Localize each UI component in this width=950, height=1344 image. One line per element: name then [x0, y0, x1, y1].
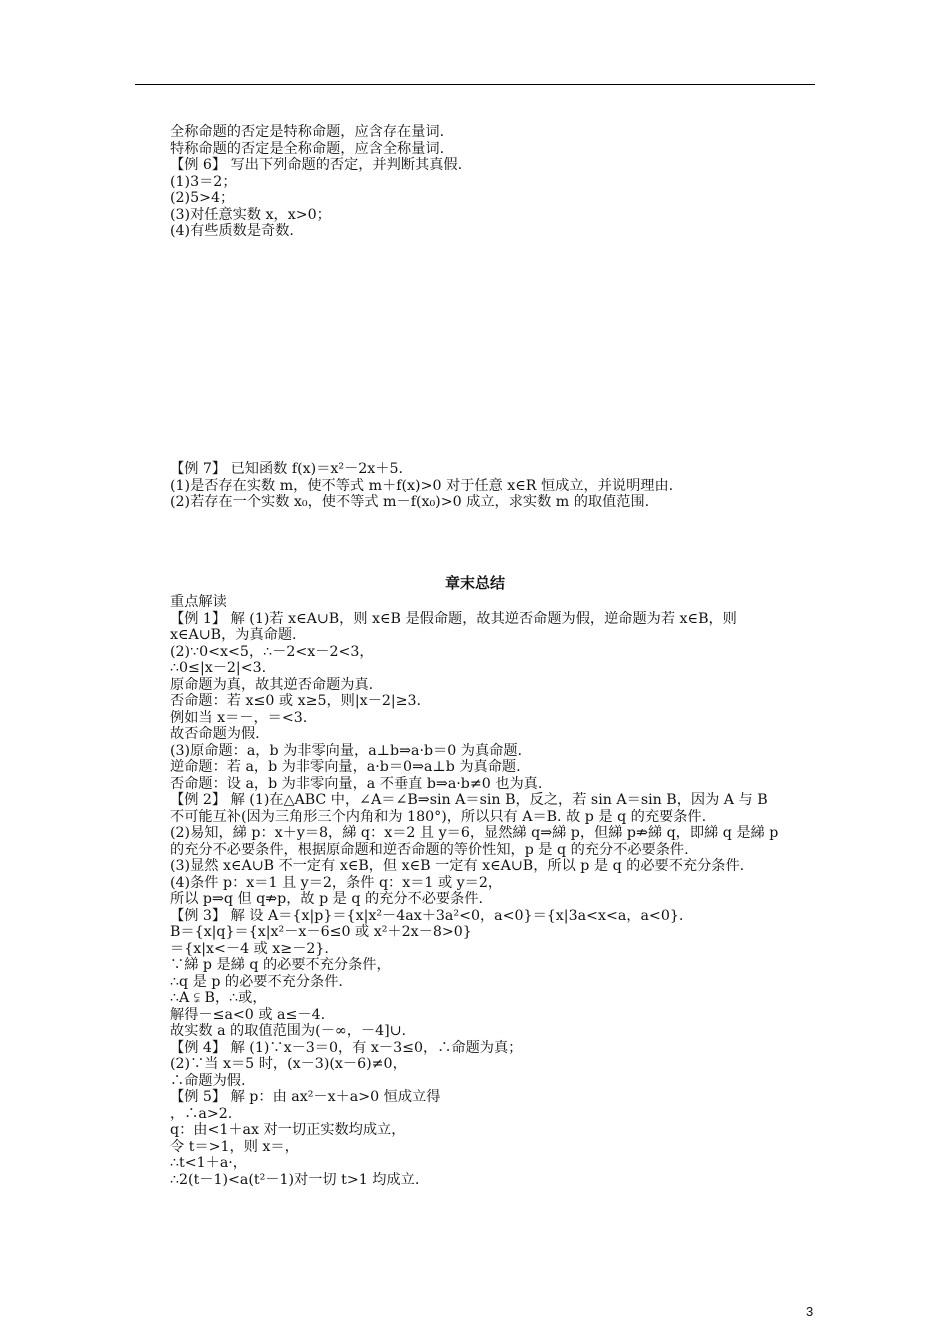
text-line: (2)∵0<x<5，∴－2<x－2<3， — [170, 643, 374, 660]
text-line: 故实数 a 的取值范围为(－∞，－4]∪. — [170, 1023, 407, 1039]
text-line: ∴0≤|x－2|<3. — [170, 660, 267, 676]
text-line: (3)对任意实数 x，x>0； — [170, 206, 331, 223]
text-line: 原命题为真，故其逆否命题为真. — [170, 676, 374, 693]
text-line: 的充分不必要条件，根据原命题和逆否命题的等价性知，p 是 q 的充分不必要条件. — [170, 841, 689, 858]
text-line: 故否命题为假. — [170, 726, 260, 742]
text-line: 解得－≤a<0 或 a≤－4. — [170, 1006, 326, 1023]
example-6-heading: 【例 6】 写出下列命题的否定，并判断其真假. — [170, 157, 463, 173]
text-line: ＝{x|x<－4 或 x≥－2}. — [170, 940, 329, 957]
text-line: (2)若存在一个实数 x₀，使不等式 m－f(x₀)>0 成立，求实数 m 的取值范围. — [170, 494, 650, 510]
text-line: 否命题：设 a，b 为非零向量，a 不垂直 b⇒a·b≠0 也为真. — [170, 775, 543, 792]
section-example-7 — [170, 461, 820, 511]
text-line: 逆命题：若 a，b 为非零向量，a·b＝0⇒a⊥b 为真命题. — [170, 759, 521, 775]
text-line: ∴命题为假. — [170, 1072, 246, 1089]
text-line: (4)条件 p：x＝1 且 y＝2，条件 q：x＝1 或 y＝2， — [170, 874, 503, 891]
section-summary — [170, 594, 820, 1188]
text-line: 例如当 x＝－，＝<3. — [170, 709, 308, 726]
text-line: ∴t<1＋a·， — [170, 1155, 247, 1171]
text-line: 【例 5】 解 p：由 ax²－x＋a>0 恒成立得 — [170, 1089, 441, 1105]
text-line: 重点解读 — [170, 594, 227, 610]
section-negation — [170, 124, 820, 240]
text-line: 否命题：若 x≤0 或 x≥5，则|x－2|≥3. — [170, 693, 422, 709]
text-line: 【例 4】 解 (1)∵x－3＝0，有 x－3≤0，∴命题为真； — [170, 1039, 523, 1056]
text-line: ∴A ⫋ B，∴或， — [170, 990, 267, 1006]
text-line: (1)是否存在实数 m，使不等式 m＋f(x)>0 对于任意 x∈R 恒成立，并说明理由. — [170, 477, 674, 494]
example-7-heading: 【例 7】 已知函数 f(x)＝x²－2x＋5. — [170, 461, 404, 477]
text-line: (2)5>4； — [170, 190, 235, 206]
text-line: 令 t＝>1，则 x＝， — [170, 1138, 299, 1155]
text-line: B＝{x|q}＝{x|x²－x－6≤0 或 x²＋2x－8>0} — [170, 924, 472, 940]
text-line: 【例 3】 解 设 A＝{x|p}＝{x|x²－4ax＋3a²<0，a<0}＝{x|3a<x<a，a<0}. — [170, 907, 684, 924]
text-line: ∴2(t－1)<a(t²－1)对一切 t>1 均成立. — [170, 1171, 420, 1188]
text-line: 【例 1】 解 (1)若 x∈A∪B，则 x∈B 是假命题，故其逆否命题为假，逆命题为若 x∈B，则 — [170, 610, 737, 627]
text-line: ∵綈 p 是綈 q 的必要不充分条件， — [170, 957, 391, 973]
text-line: 【例 2】 解 (1)在△ABC 中，∠A＝∠B⇒sin A＝sin B，反之，若 sin A＝sin B，因为 A 与 B — [170, 792, 768, 808]
text-line: (2)易知，綈 p：x＋y＝8，綈 q：x＝2 且 y＝6，显然綈 q⇒綈 p，但綈 p⇏綈 q，即綈 q 是綈 p — [170, 825, 779, 841]
text-line: x∈A∪B，为真命题. — [170, 627, 297, 643]
text-line: 不可能互补(因为三角形三个内角和为 180°)，所以只有 A＝B. 故 p 是 q 的充要条件. — [170, 808, 707, 825]
text-line: 所以 p⇒q 但 q⇏p，故 p 是 q 的充分不必要条件. — [170, 891, 483, 907]
text-line: ∴q 是 p 的必要不充分条件. — [170, 973, 343, 990]
text-line: q：由<1＋ax 对一切正实数均成立， — [170, 1122, 406, 1138]
header-rule — [135, 84, 815, 85]
text-line: 全称命题的否定是特称命题，应含存在量词. — [170, 124, 445, 140]
text-line: (4)有些质数是奇数. — [170, 223, 294, 239]
summary-title: 章末总结 — [444, 574, 505, 592]
text-line: (3)原命题：a，b 为非零向量，a⊥b⇒a·b＝0 为真命题. — [170, 742, 523, 759]
page-number: 3 — [806, 1304, 814, 1319]
text-line: (1)3＝2； — [170, 173, 237, 190]
text-line: (2)∵当 x＝5 时，(x－3)(x－6)≠0， — [170, 1056, 407, 1072]
text-line: 特称命题的否定是全称命题，应含全称量词. — [170, 140, 445, 157]
text-line: (3)显然 x∈A∪B 不一定有 x∈B，但 x∈B 一定有 x∈A∪B，所以 p 是 q 的必要不充分条件. — [170, 858, 745, 874]
text-line: ，∴a>2. — [170, 1105, 233, 1122]
